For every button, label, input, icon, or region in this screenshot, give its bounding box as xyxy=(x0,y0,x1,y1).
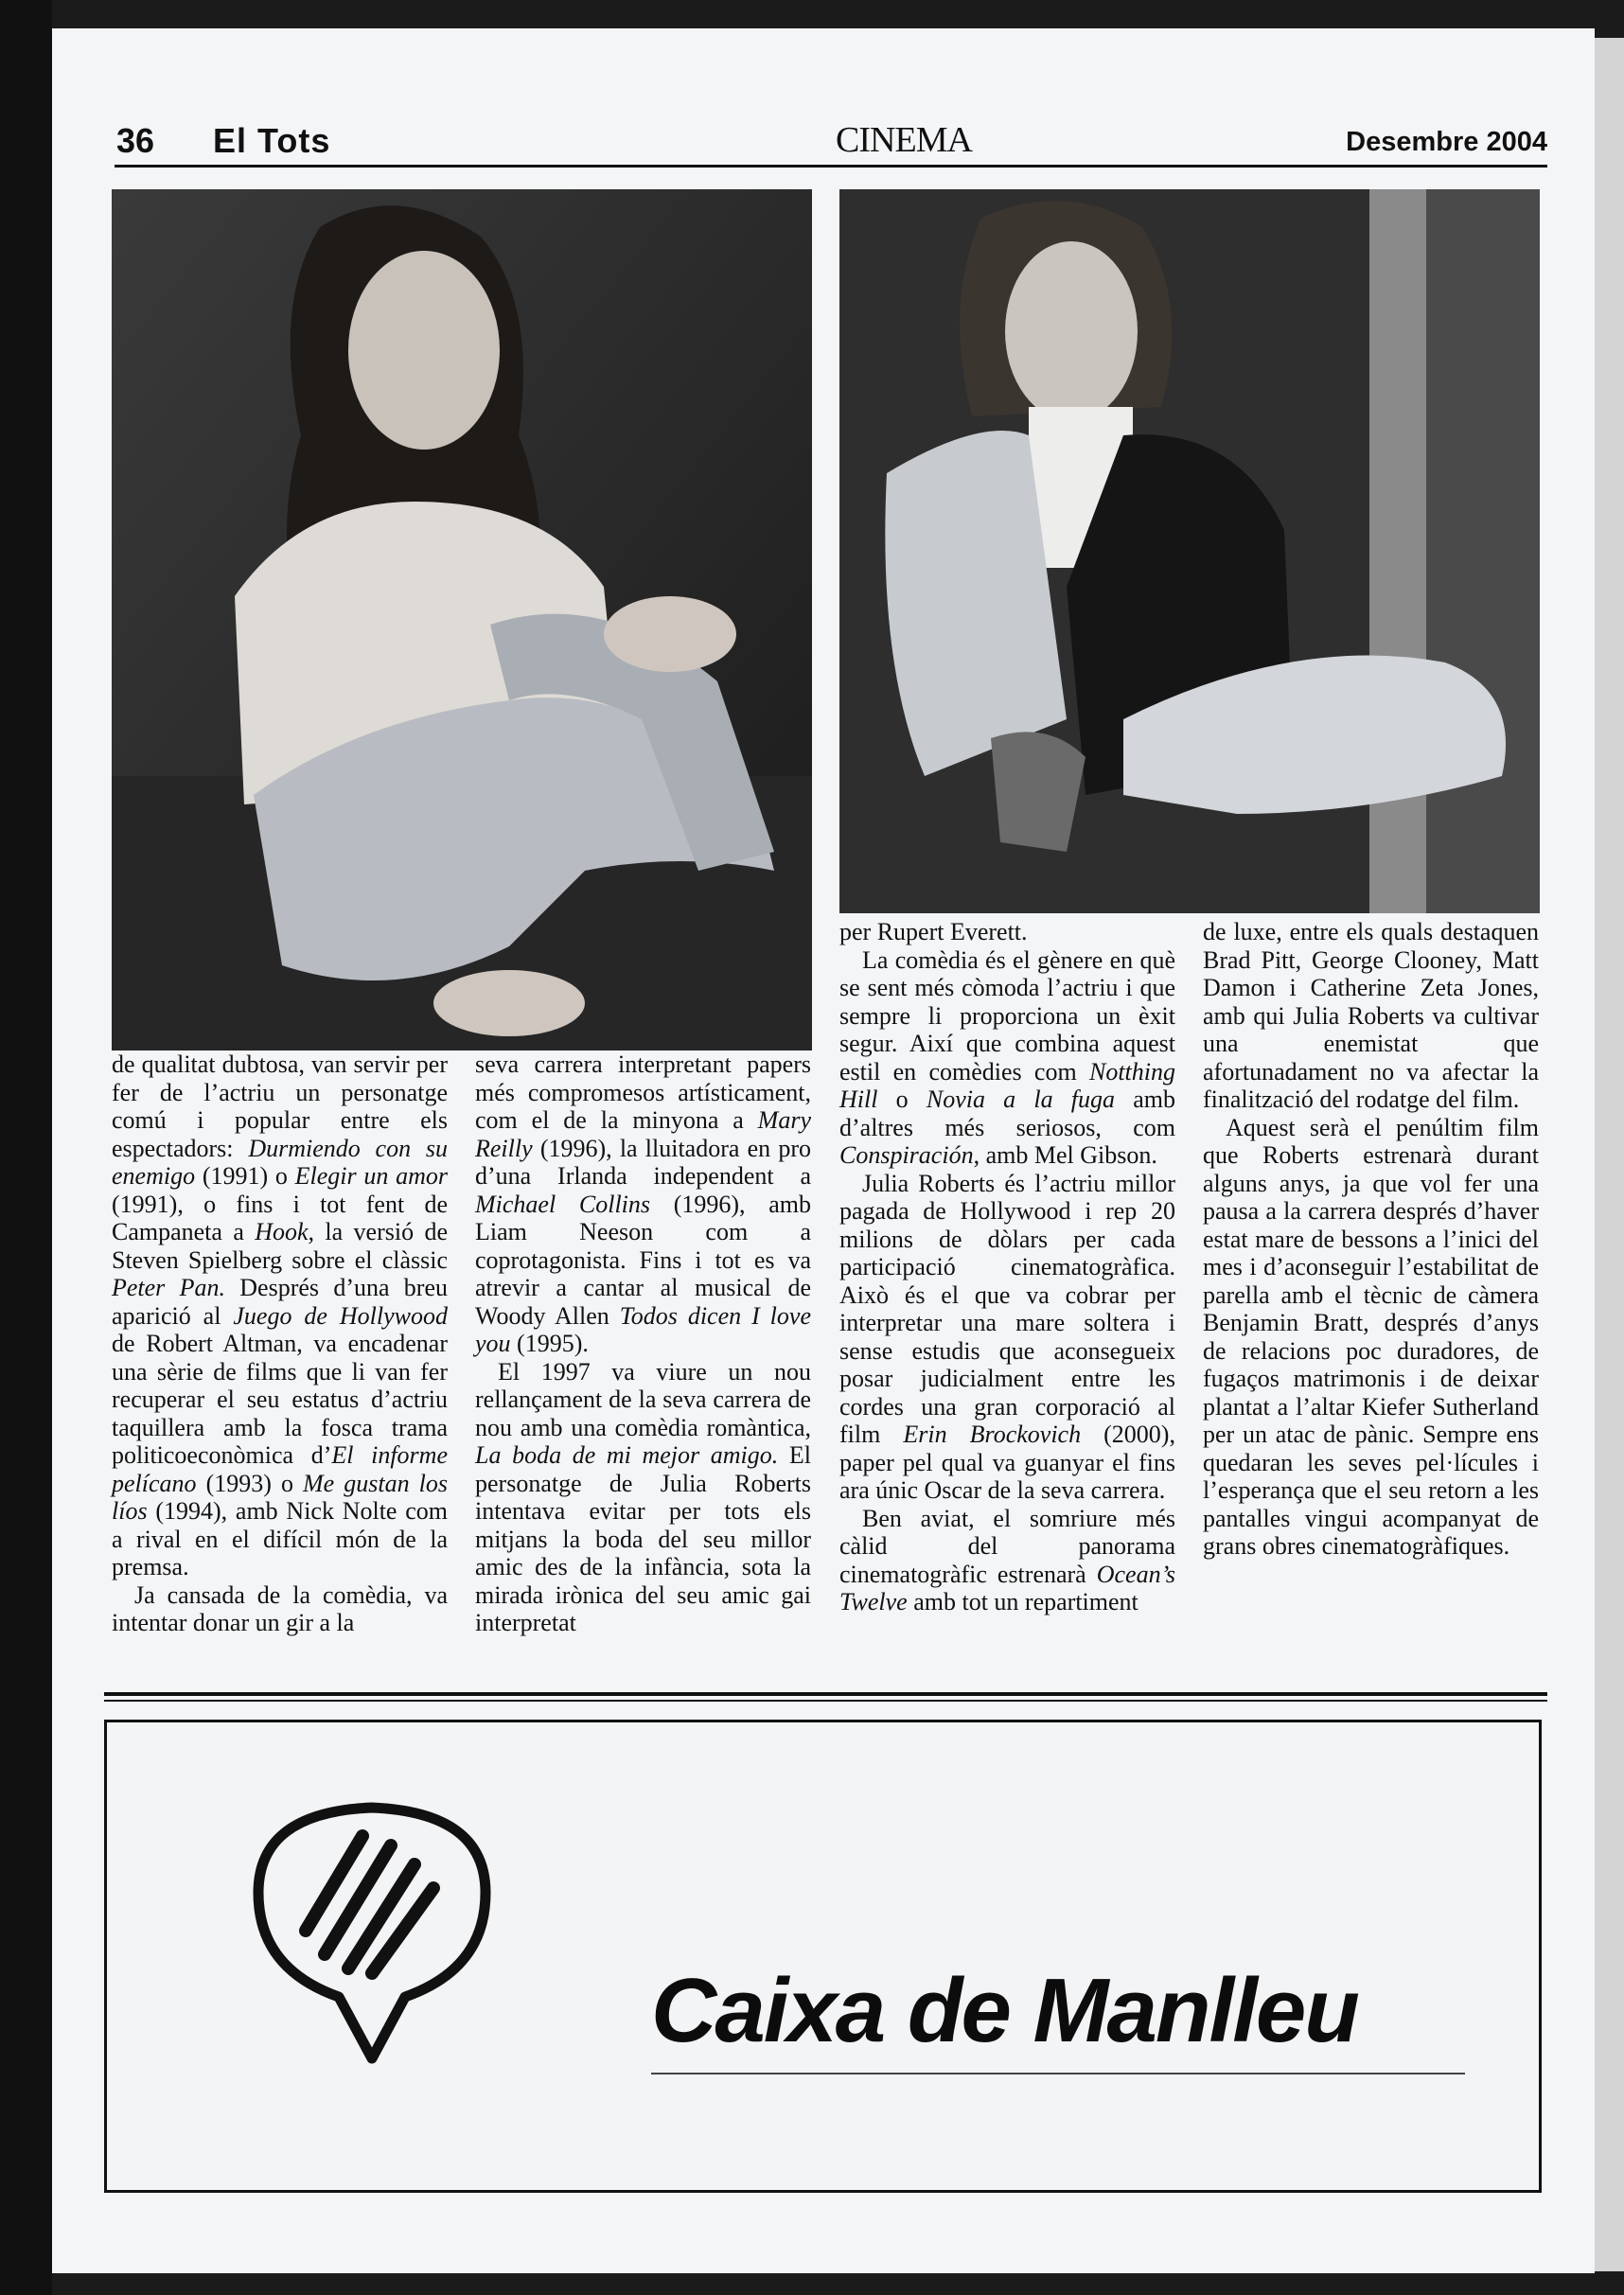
article-column-1 xyxy=(112,1050,448,1637)
paragraph: El 1997 va viure un nou rellançament de la seva carrera de nou amb una comèdia romàntica, La boda de mi mejor amigo. El personatge de Julia Roberts intentava evitar per tots els mitjans la boda del seu millor amic des de la infància, sota la mirada irònica del seu amic gai interpretat xyxy=(475,1357,811,1636)
section-title: CINEMA xyxy=(836,120,972,160)
article-column-4 xyxy=(1203,918,1539,1561)
paragraph: La comèdia és el gènere en què se sent més còmoda l’actriu i que sempre li proporciona un èxit segur. Així que combina aquest estil en comèdies com Notthing Hill o Novia a la fuga amb d’altres més seriosos, com Conspiración, amb Mel Gibson. xyxy=(839,945,1175,1169)
caixa-manlleu-logo-icon xyxy=(249,1798,495,2073)
issue-date: Desembre 2004 xyxy=(1346,127,1547,157)
publication-name: El Tots xyxy=(213,121,331,160)
page-number: 36 xyxy=(116,121,155,160)
paragraph: de luxe, entre els quals destaquen Brad Pitt, George Clooney, Matt Damon i Catherine Zeta Jones, amb qui Julia Roberts va cultivar una enemistat que afortunadament no va afectar la finalització del rodatge del film. xyxy=(1203,918,1539,1113)
paragraph: Julia Roberts és l’actriu millor pagada de Hollywood i rep 20 milions de dòlars per cada participació cinematogràfica. Això és el que va cobrar per interpretar una mare soltera i sense estudis que aconsegueix posar judicialment entre les cordes una gran corporació al film Erin Brockovich (2000), paper pel qual va guanyar el fins ara únic Oscar de la seva carrera. xyxy=(839,1169,1175,1504)
divider-rule xyxy=(104,1700,1547,1702)
paragraph: de qualitat dubtosa, van servir per fer de l’actriu un personatge comú i popular entre els espectadors: Durmiendo con su enemigo (1991) o Elegir un amor (1991), o fins i tot fent de Campaneta a Hook, la versió de Steven Spielberg sobre el clàssic Peter Pan. Després d’una breu aparició al Juego de Hollywood de Robert Altman, va encadenar una sèrie de films que li van fer recuperar el seu estatus d’actriu taquillera amb la fosca trama politicoeconòmica d’El informe pelícano (1993) o Me gustan los líos (1994), amb Nick Nolte com a rival en el difícil món de la premsa. xyxy=(112,1050,449,1580)
actress-photo-window xyxy=(839,189,1540,913)
bank-name: Caixa de Manlleu xyxy=(651,1960,1358,2061)
magazine-page xyxy=(52,28,1595,2273)
article-column-3 xyxy=(839,918,1175,1616)
advertisement xyxy=(104,1720,1542,2193)
actress-photo-seated xyxy=(112,189,812,1050)
ad-underline xyxy=(651,2073,1465,2074)
paragraph: Aquest serà el penúltim film que Roberts estrenarà durant alguns anys, ja que vol fer una pausa a la carrera després d’haver estat mare de bessons a l’inici del mes i d’aconseguir l’estabilitat de parella amb el tècnic de càmera Benjamin Bratt, després d’anys de relacions poc duradores, de fugaços matrimonis i de deixar plantat a l’altar Kiefer Sutherland per un atac de pànic. Sempre ens quedaran les seves pel·lícules i l’esperança que el seu retorn a les pantalles vingui acompanyat de grans obres cinematogràfiques. xyxy=(1203,1113,1539,1560)
next-page-edge xyxy=(1595,38,1624,2271)
header-rule xyxy=(115,165,1547,168)
divider-rule xyxy=(104,1692,1547,1696)
page-shadow xyxy=(0,0,52,2295)
paragraph: per Rupert Everett. xyxy=(839,918,1028,945)
paragraph: seva carrera interpretant papers més compromesos artísticament, com el de la minyona a Mary Reilly (1996), la lluitadora en pro d’una Irlanda independent a Michael Collins (1996), amb Liam Neeson com a coprotagonista. Fins i tot es va atrevir a cantar al musical de Woody Allen Todos dicen I love you (1995). xyxy=(475,1050,811,1357)
article-column-2 xyxy=(475,1050,811,1637)
paragraph: Ben aviat, el somriure més càlid del panorama cinematogràfic estrenarà Ocean’s Twelve amb tot un repartiment xyxy=(839,1504,1175,1615)
paragraph: Ja cansada de la comèdia, va intentar donar un gir a la xyxy=(112,1580,448,1636)
